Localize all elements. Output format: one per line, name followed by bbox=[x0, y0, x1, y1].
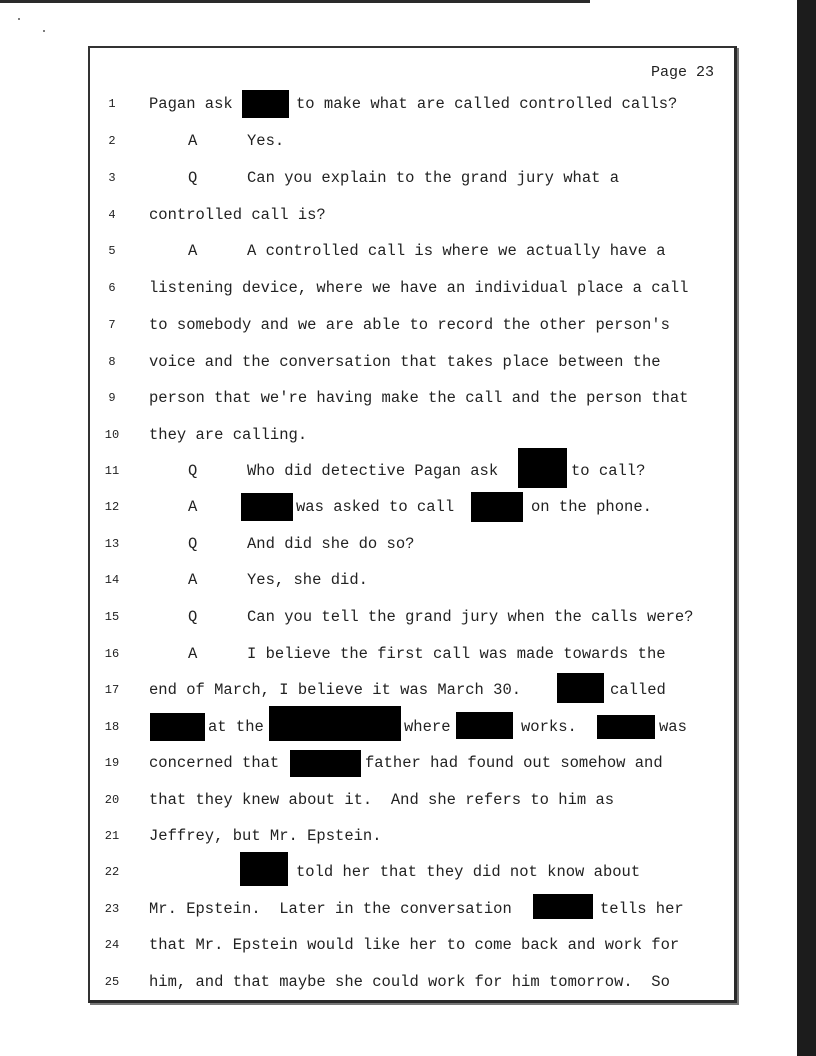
transcript-line bbox=[0, 645, 780, 669]
line-text: Mr. Epstein. Later in the conversation bbox=[149, 900, 512, 918]
redaction-box bbox=[597, 715, 655, 739]
speaker-marker: A bbox=[188, 132, 198, 150]
speaker-marker: Q bbox=[188, 462, 198, 480]
line-text: father had found out somehow and bbox=[365, 754, 663, 772]
transcript-line bbox=[0, 462, 780, 486]
line-text: I believe the first call was made towards the bbox=[247, 645, 666, 663]
line-text: called bbox=[610, 681, 666, 699]
line-number: 9 bbox=[108, 391, 116, 405]
scan-speck bbox=[18, 18, 20, 20]
line-text: Jeffrey, but Mr. Epstein. bbox=[149, 827, 382, 845]
line-number: 25 bbox=[104, 975, 120, 989]
line-text: end of March, I believe it was March 30. bbox=[149, 681, 522, 699]
transcript-line bbox=[0, 863, 780, 887]
line-number: 17 bbox=[104, 683, 120, 697]
redaction-box bbox=[290, 750, 361, 777]
line-number: 6 bbox=[108, 281, 116, 295]
redaction-box bbox=[242, 90, 289, 118]
transcript-line bbox=[0, 827, 780, 851]
line-text: at the bbox=[208, 718, 264, 736]
redaction-box bbox=[471, 492, 523, 522]
line-number: 1 bbox=[108, 97, 116, 111]
line-text: And did she do so? bbox=[247, 535, 415, 553]
line-text: voice and the conversation that takes place between the bbox=[149, 353, 661, 371]
line-text: Who did detective Pagan ask bbox=[247, 462, 499, 480]
line-number: 19 bbox=[104, 756, 120, 770]
line-number: 11 bbox=[104, 464, 120, 478]
line-text: concerned that bbox=[149, 754, 280, 772]
line-number: 7 bbox=[108, 318, 116, 332]
line-number: 10 bbox=[104, 428, 120, 442]
redaction-box bbox=[240, 852, 288, 886]
transcript-line bbox=[0, 973, 780, 997]
transcript-line bbox=[0, 169, 780, 193]
transcript-line bbox=[0, 426, 780, 450]
line-text: controlled call is? bbox=[149, 206, 326, 224]
redaction-box bbox=[269, 706, 401, 741]
line-text: where bbox=[404, 718, 451, 736]
line-text: Yes. bbox=[247, 132, 285, 150]
redaction-box bbox=[150, 713, 205, 741]
line-number: 20 bbox=[104, 793, 120, 807]
speaker-marker: A bbox=[188, 645, 198, 663]
line-number: 8 bbox=[108, 355, 116, 369]
line-number: 13 bbox=[104, 537, 120, 551]
speaker-marker: Q bbox=[188, 608, 198, 626]
transcript-line bbox=[0, 389, 780, 413]
line-number: 4 bbox=[108, 208, 116, 222]
transcript-line bbox=[0, 132, 780, 156]
transcript-line bbox=[0, 242, 780, 266]
transcript-line bbox=[0, 535, 780, 559]
line-text: that Mr. Epstein would like her to come back and work for bbox=[149, 936, 680, 954]
line-text: to call? bbox=[571, 462, 646, 480]
speaker-marker: A bbox=[188, 498, 198, 516]
transcript-line bbox=[0, 571, 780, 595]
redaction-box bbox=[533, 894, 593, 919]
line-text: tells her bbox=[600, 900, 684, 918]
scan-speck bbox=[43, 30, 45, 32]
transcript-line bbox=[0, 95, 780, 119]
transcript-line bbox=[0, 498, 780, 522]
line-text: him, and that maybe she could work for him tomorrow. So bbox=[149, 973, 670, 991]
line-number: 2 bbox=[108, 134, 116, 148]
line-number: 18 bbox=[104, 720, 120, 734]
redaction-box bbox=[456, 712, 513, 739]
transcript-line bbox=[0, 316, 780, 340]
line-text: was bbox=[659, 718, 687, 736]
transcript-line bbox=[0, 279, 780, 303]
speaker-marker: A bbox=[188, 242, 198, 260]
line-number: 16 bbox=[104, 647, 120, 661]
redaction-box bbox=[557, 673, 604, 703]
redaction-box bbox=[241, 493, 293, 521]
line-number: 14 bbox=[104, 573, 120, 587]
line-text: listening device, where we have an individual place a call bbox=[149, 279, 689, 297]
line-text: that they knew about it. And she refers to him as bbox=[149, 791, 615, 809]
transcript-line bbox=[0, 681, 780, 705]
line-number: 21 bbox=[104, 829, 120, 843]
line-text: to make what are called controlled calls? bbox=[296, 95, 678, 113]
transcript-line bbox=[0, 353, 780, 377]
line-text: to somebody and we are able to record the other person's bbox=[149, 316, 670, 334]
line-number: 15 bbox=[104, 610, 120, 624]
redaction-box bbox=[518, 448, 567, 488]
speaker-marker: Q bbox=[188, 535, 198, 553]
line-text: on the phone. bbox=[531, 498, 652, 516]
transcript-line bbox=[0, 718, 780, 742]
line-text: was asked to call bbox=[296, 498, 455, 516]
transcript-line bbox=[0, 791, 780, 815]
line-number: 5 bbox=[108, 244, 116, 258]
page-number: Page 23 bbox=[651, 64, 715, 81]
line-text: Can you explain to the grand jury what a bbox=[247, 169, 620, 187]
scan-top-edge bbox=[0, 0, 590, 3]
speaker-marker: A bbox=[188, 571, 198, 589]
transcript-line bbox=[0, 936, 780, 960]
line-number: 12 bbox=[104, 500, 120, 514]
line-text: told her that they did not know about bbox=[296, 863, 641, 881]
line-text: Can you tell the grand jury when the calls were? bbox=[247, 608, 694, 626]
scan-right-edge-shadow bbox=[797, 0, 816, 1056]
line-text: they are calling. bbox=[149, 426, 308, 444]
line-text: person that we're having make the call and the person that bbox=[149, 389, 689, 407]
line-text: Pagan ask bbox=[149, 95, 233, 113]
transcript-line bbox=[0, 900, 780, 924]
transcript-line bbox=[0, 608, 780, 632]
line-number: 24 bbox=[104, 938, 120, 952]
line-text: Yes, she did. bbox=[247, 571, 368, 589]
line-number: 22 bbox=[104, 865, 120, 879]
transcript-line bbox=[0, 206, 780, 230]
line-number: 23 bbox=[104, 902, 120, 916]
line-text: A controlled call is where we actually have a bbox=[247, 242, 666, 260]
transcript-line bbox=[0, 754, 780, 778]
line-text: works. bbox=[521, 718, 577, 736]
line-number: 3 bbox=[108, 171, 116, 185]
speaker-marker: Q bbox=[188, 169, 198, 187]
